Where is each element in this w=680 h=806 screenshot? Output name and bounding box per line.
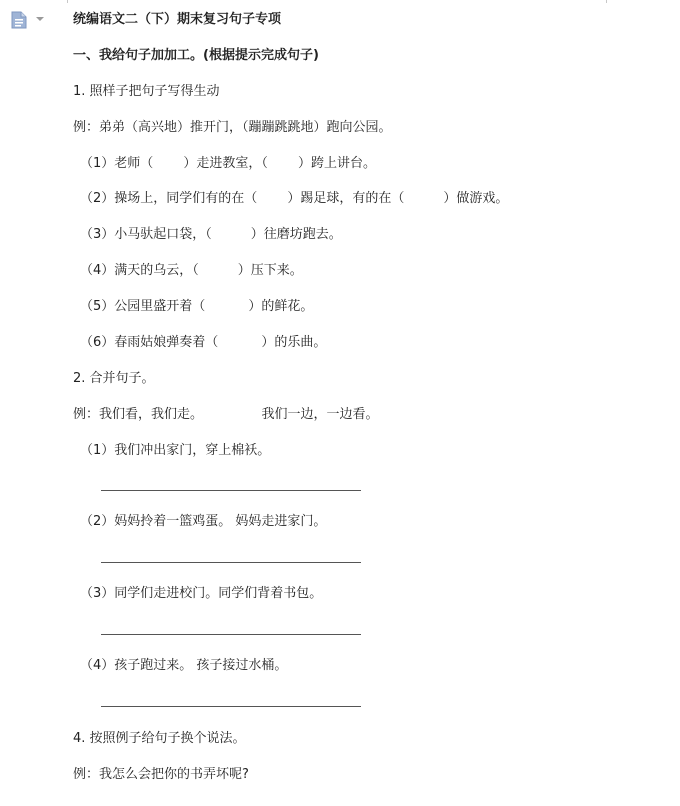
chevron-down-icon[interactable] bbox=[35, 15, 45, 23]
q1-item: （1）老师（ ）走进教室，（ ）跨上讲台。 bbox=[80, 156, 377, 171]
q4-heading: 4. 按照例子给句子换个说法。 bbox=[73, 731, 246, 746]
section-heading: 一、我给句子加加工。(根据提示完成句子) bbox=[73, 48, 319, 63]
answer-blank-line[interactable] bbox=[101, 490, 361, 491]
q1-item: （2）操场上，同学们有的在（ ）踢足球，有的在（ ）做游戏。 bbox=[80, 191, 509, 206]
page-corner-guide-right bbox=[606, 0, 607, 3]
q2-item: （1）我们冲出家门，穿上棉袄。 bbox=[80, 443, 271, 458]
q1-item: （4）满天的乌云，（ ）压下来。 bbox=[80, 263, 303, 278]
q1-item: （6）春雨姑娘弹奏着（ ）的乐曲。 bbox=[80, 335, 327, 350]
page-corner-guide-left bbox=[67, 0, 68, 3]
q1-item: （3）小马驮起口袋，（ ）往磨坊跑去。 bbox=[80, 227, 342, 242]
q2-item: （3）同学们走进校门。同学们背着书包。 bbox=[80, 586, 323, 601]
answer-blank-line[interactable] bbox=[101, 562, 361, 563]
document-icon[interactable] bbox=[11, 11, 27, 29]
q1-example: 例：弟弟（高兴地）推开门，（蹦蹦跳跳地）跑向公园。 bbox=[73, 120, 392, 135]
q1-item: （5）公园里盛开着（ ）的鲜花。 bbox=[80, 299, 314, 314]
q2-item: （2）妈妈拎着一篮鸡蛋。 妈妈走进家门。 bbox=[80, 514, 327, 529]
page-title: 统编语文二（下）期末复习句子专项 bbox=[73, 12, 282, 27]
q2-heading: 2. 合并句子。 bbox=[73, 371, 155, 386]
q1-heading: 1. 照样子把句子写得生动 bbox=[73, 84, 220, 99]
answer-blank-line[interactable] bbox=[101, 706, 361, 707]
q2-item: （4）孩子跑过来。 孩子接过水桶。 bbox=[80, 658, 288, 673]
q4-example: 例：我怎么会把你的书弄坏呢? bbox=[73, 767, 249, 782]
answer-blank-line[interactable] bbox=[101, 634, 361, 635]
q2-example: 例：我们看，我们走。 我们一边，一边看。 bbox=[73, 407, 379, 422]
